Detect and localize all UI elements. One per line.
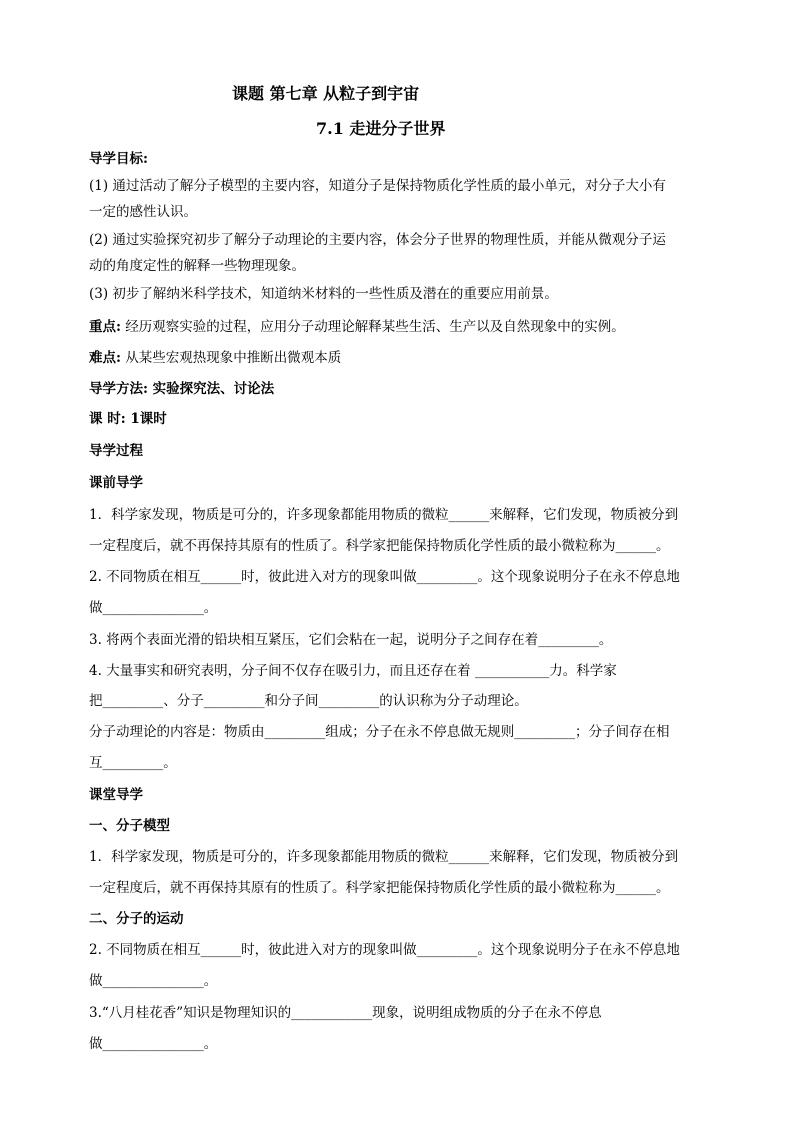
goal-2-line-2: 动的角度定性的解释一些物理现象。 [89, 258, 305, 274]
section-title: 7.1 走进分子世界 [316, 119, 446, 138]
key-points [89, 318, 625, 336]
difficulty [89, 349, 341, 367]
pre-q1-line-2: 一定程度后，就不再保持其原有的性质了。科学家把能保持物质化学性质的最小微粒称为______。 [89, 538, 670, 554]
section-1-heading: 一、分子模型 [89, 818, 170, 834]
theory-line-1: 分子动理论的内容是：物质由_________组成；分子在永不停息做无规则_________；分子间存在相 [89, 724, 670, 740]
class-q1-line-2: 一定程度后，就不再保持其原有的性质了。科学家把能保持物质化学性质的最小微粒称为______。 [89, 880, 670, 896]
class-q3-line-1: 3.“八月桂花香”知识是物理知识的____________现象，说明组成物质的分子在永不停息 [89, 1005, 602, 1021]
pre-q1-line-1: 1．科学家发现，物质是可分的，许多现象都能用物质的微粒______来解释，它们发现，物质被分到 [89, 507, 679, 523]
class-q3-line-2: 做_______________。 [89, 1036, 218, 1052]
key-points-text: 经历观察实验的过程，应用分子动理论解释某些生活、生产以及自然现象中的实例。 [120, 319, 625, 335]
pre-q4-line-1: 4. 大量事实和研究表明，分子间不仅存在吸引力，而且还存在着 ___________力。科学家 [89, 663, 617, 679]
goals-heading: 导学目标: [89, 151, 148, 167]
pre-q3: 3. 将两个表面光滑的铅块相互紧压，它们会粘在一起，说明分子之间存在着_________。 [89, 632, 613, 648]
difficulty-label: 难点: [89, 350, 121, 366]
process-heading: 导学过程 [89, 443, 143, 459]
class-q2-line-1: 2. 不同物质在相互______时，彼此进入对方的现象叫做_________。这个现象说明分子在永不停息地 [89, 942, 680, 958]
key-points-label: 重点: [89, 319, 121, 335]
teaching-method: 导学方法: 实验探究法、讨论法 [89, 381, 275, 397]
goal-1-line-1: (1) 通过活动了解分子模型的主要内容，知道分子是保持物质化学性质的最小单元，对分子大小有 [89, 178, 666, 194]
pre-q2-line-2: 做_______________。 [89, 600, 218, 616]
goal-3: (3) 初步了解纳米科学技术，知道纳米材料的一些性质及潜在的重要应用前景。 [89, 286, 558, 302]
class-study-heading: 课堂导学 [89, 787, 143, 803]
goal-1-line-2: 一定的感性认识。 [89, 204, 197, 220]
pre-q2-line-1: 2. 不同物质在相互______时，彼此进入对方的现象叫做_________。这个现象说明分子在永不停息地 [89, 569, 680, 585]
difficulty-text: 从某些宏观热现象中推断出微观本质 [120, 350, 342, 366]
class-q2-line-2: 做_______________。 [89, 973, 218, 989]
pre-q4-line-2: 把_________、分子_________和分子间_________的认识称为分子动理论。 [89, 693, 528, 709]
class-hours: 课 时: 1课时 [89, 411, 167, 427]
theory-line-2: 互_________。 [89, 755, 177, 771]
section-2-heading: 二、分子的运动 [89, 911, 184, 927]
lesson-title: 课题 第七章 从粒子到宇宙 [232, 84, 420, 103]
goal-2-line-1: (2) 通过实验探究初步了解分子动理论的主要内容，体会分子世界的物理性质，并能从微观分子运 [89, 232, 666, 248]
pre-study-heading: 课前导学 [89, 475, 143, 491]
class-q1-line-1: 1．科学家发现，物质是可分的，许多现象都能用物质的微粒______来解释，它们发现，物质被分到 [89, 849, 679, 865]
